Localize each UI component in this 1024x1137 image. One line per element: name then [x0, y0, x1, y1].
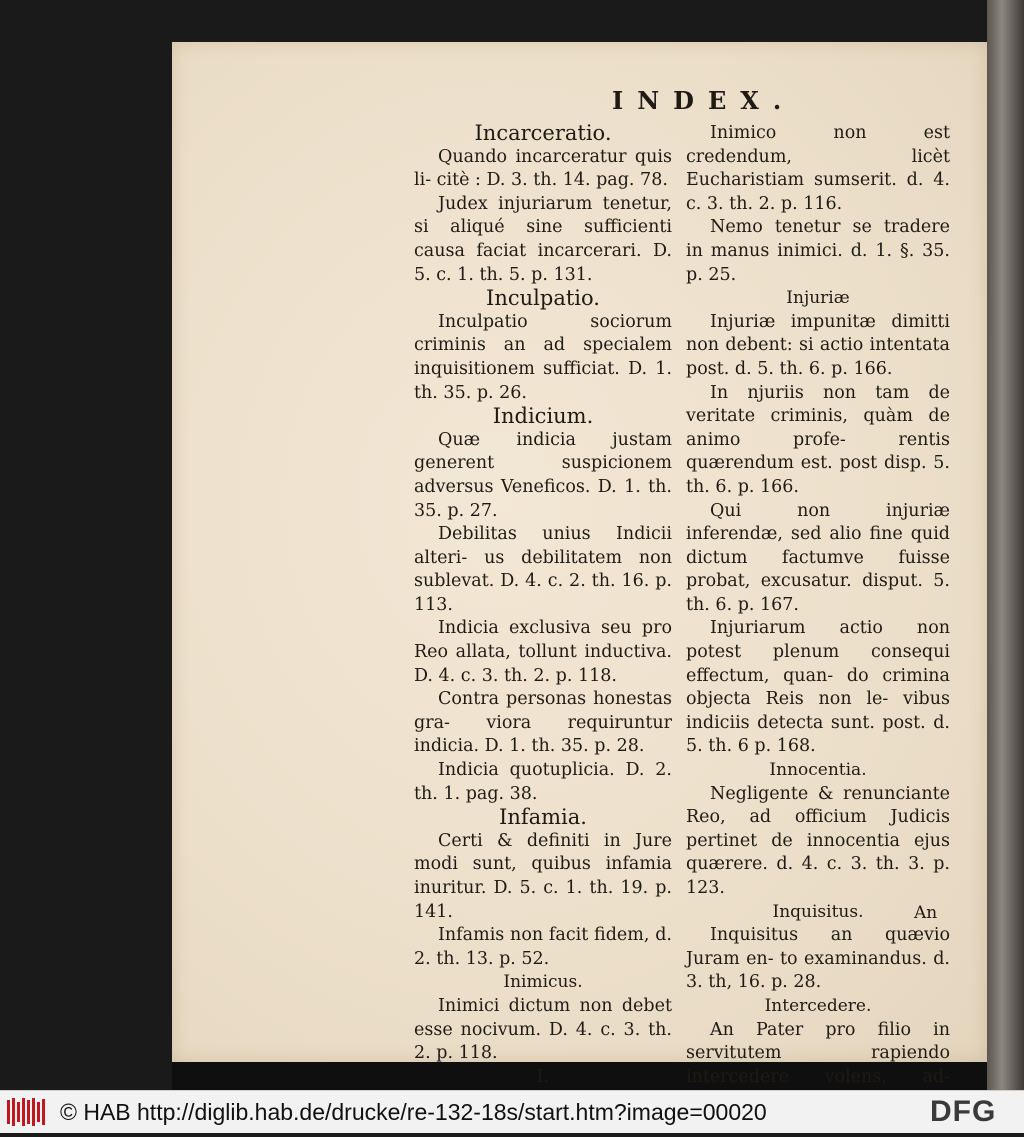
- index-entry: Debilitas unius Indicii alteri- us debilitatem non sublevat. D. 4. c. 2. th. 16. p. 113.: [414, 524, 672, 615]
- index-entry: Negligente & renunciante Reo, ad officium Judicis pertinet de innocentia ejus quærere. d. 4. c. 3. th. 3. p. 123.: [686, 783, 950, 898]
- index-entry: Injuriarum actio non potest plenum consequi effectum, quan- do crimina objecta Reis non le- vibus indiciis detecta sunt. post. d. 5. th. 6 p. 168.: [686, 618, 950, 757]
- index-heading: Intercedere.: [764, 995, 872, 1016]
- index-entry: Quæ indicia justam generent suspicionem adversus Veneficos. D. 1. th. 35. p. 27.: [414, 429, 672, 521]
- index-entry: Nemo tenetur se tradere in manus inimici. d. 1. §. 35. p. 25.: [686, 217, 950, 285]
- index-heading: Inquisitus.: [772, 901, 864, 922]
- index-heading: Inculpatio.: [486, 286, 600, 311]
- page-stack-edge: [987, 0, 1024, 1090]
- catchword-left: I.: [536, 1066, 550, 1087]
- index-entry: Inimico non est credendum, licèt Eucharistiam sumserit. d. 4. c. 3. th. 2. p. 116.: [686, 123, 950, 214]
- index-entry: Judex injuriarum tenetur, si aliqué sine sufficienti causa faciat incarcerari. D. 5. c. 1. th. 5. p. 131.: [414, 193, 672, 285]
- index-heading: Inimicus.: [503, 972, 583, 993]
- index-heading: Innocentia.: [769, 760, 867, 781]
- running-head: INDEX.: [612, 86, 796, 115]
- index-heading: Infamia.: [499, 805, 587, 830]
- index-heading: Incarceratio.: [474, 121, 612, 145]
- index-entry: Inculpatio sociorum criminis an ad specialem inquisitionem sufficiat. D. 1. th. 35. p. 26.: [414, 311, 672, 403]
- index-entry: Indicia quotuplicia. D. 2. th. 1. pag. 38.: [414, 760, 672, 804]
- hab-logo-icon: [6, 1096, 48, 1128]
- index-heading: Indicium.: [492, 404, 594, 429]
- dfg-logo: DFG: [930, 1095, 997, 1128]
- index-entry: Qui non injuriæ inferendæ, sed alio fine quid dictum factumve fuisse probat, excusatur. disput. 5. th. 6. p. 167.: [686, 500, 950, 615]
- viewer-footer: [0, 1090, 1024, 1133]
- index-entry: Certi & definiti in Jure modi sunt, quibus infamia inuritur. D. 5. c. 1. th. 19. p. 141.: [414, 830, 672, 922]
- index-entry: An Pater pro filio in servitutem rapiendo intercedere volens, ad-: [686, 1019, 950, 1087]
- index-entry: Inquisitus an quævio Juram en- to examinandus. d. 3. th, 16. p. 28.: [686, 925, 950, 993]
- index-entry: Infamis non facit fidem, d. 2. th. 13. p. 52.: [414, 925, 672, 969]
- left-column: [414, 122, 672, 1089]
- index-entry: Inimici dictum non debet esse nocivum. D. 4. c. 3. th. 2. p. 118.: [414, 995, 672, 1064]
- index-entry: Indicia exclusiva seu pro Reo allata, tollunt inductiva. D. 4. c. 3. th. 2. p. 118.: [414, 618, 672, 686]
- right-column: [686, 122, 950, 1137]
- catchword-right: An: [914, 903, 938, 923]
- index-entry: Contra personas honestas gra- viora requiruntur indicia. D. 1. th. 35. p. 28.: [414, 689, 672, 757]
- copyright-link[interactable]: © HAB http://diglib.hab.de/drucke/re-132-18s/start.htm?image=00020: [60, 1099, 767, 1125]
- index-entry: Quando incarceratur quis li- citè : D. 3. th. 14. pag. 78.: [414, 146, 672, 191]
- index-entry: In njuriis non tam de veritate criminis, quàm de animo profe- rentis quærendum est. post disp. 5. th. 6. p. 166.: [686, 382, 950, 497]
- index-heading: Injuriæ: [786, 288, 850, 309]
- index-entry: Injuriæ impunitæ dimitti non debent: si actio intentata post. d. 5. th. 6. p. 166.: [686, 311, 950, 379]
